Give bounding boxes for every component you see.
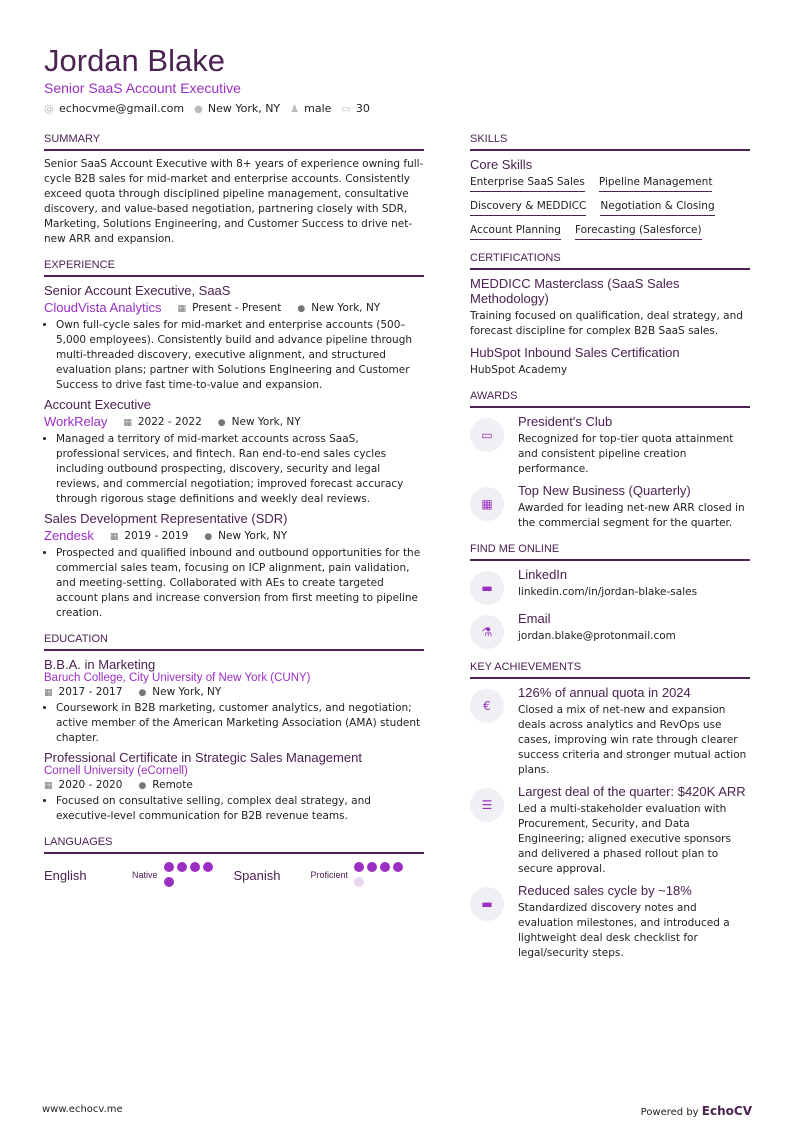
location-icon: ● (138, 781, 147, 791)
calendar-icon: ▦ (109, 531, 119, 542)
online-item (470, 611, 750, 649)
item-title: 126% of annual quota in 2024 (518, 685, 691, 700)
item-text: Led a multi-stakeholder evaluation with Procurement, Security, and Data Engineering; aligned executive sponsors and delivered a phased rollout plan to secure approval. (518, 803, 731, 875)
company: WorkRelay (44, 414, 108, 429)
rating-dot (354, 877, 364, 887)
education-entry (44, 750, 424, 824)
flask-icon: ⚗ (470, 615, 504, 649)
euro-icon: € (470, 689, 504, 723)
calendar-icon: ▭ (341, 104, 351, 115)
rating-dot (380, 862, 390, 872)
language-rating (354, 860, 418, 890)
job-entry (44, 397, 424, 507)
battery-icon: ▬ (470, 887, 504, 921)
location: Remote (152, 779, 193, 791)
calendar-icon: ▦ (44, 688, 53, 698)
job-title: Senior Account Executive, SaaS (44, 283, 231, 298)
header (44, 44, 370, 115)
skills-section (470, 133, 750, 240)
location-icon: ● (194, 104, 203, 115)
powered-by-text: Powered by (640, 1107, 699, 1118)
skill-tag: Account Planning (470, 224, 561, 240)
item-title: Email (518, 611, 551, 626)
item-text: Closed a mix of net-new and expansion deals across analytics and RevOps use cases, improving win rate through clearer success criteria and stronger mutual action plans. (518, 704, 747, 776)
language-rating (164, 860, 228, 890)
rating-dot (177, 862, 187, 872)
certification (470, 276, 750, 339)
education-section (44, 633, 424, 824)
job-bullet: • Managed a territory of mid-market accounts across SaaS, professional services, and fintech. Ran end-to-end sales cycles including outbound prospecting, discovery, security and legal reviews, and commercial negotiation; improved forecast accuracy through rigorous stage definitions and weekly deal reviews. (56, 432, 424, 507)
dates: 2020 - 2020 (58, 779, 123, 791)
rating-dot (190, 862, 200, 872)
achievements-item (470, 883, 750, 961)
location-icon: ● (138, 688, 147, 698)
school: Baruch College, City University of New York (CUNY) (44, 672, 311, 684)
job-bullet: • Own full-cycle sales for mid-market and enterprise accounts (500–5,000 employees). Consistently build and advance pipeline through multi-threaded discovery, executive alignment, and structured evaluation plans; partner with Solutions Engineering and Customer Success to drive fast time-to-value and expansion. (56, 318, 424, 393)
online-item (470, 567, 750, 605)
school: Cornell University (eCornell) (44, 765, 188, 777)
section-heading: CERTIFICATIONS (470, 252, 750, 270)
cert-name: MEDDICC Masterclass (SaaS Sales Methodology) (470, 276, 680, 306)
rating-dot (164, 862, 174, 872)
awards-item (470, 414, 750, 477)
company: Zendesk (44, 528, 94, 543)
calendar-icon: ▭ (470, 418, 504, 452)
item-title: Largest deal of the quarter: $420K ARR (518, 784, 746, 799)
section-heading: EDUCATION (44, 633, 424, 651)
online-section (470, 543, 750, 649)
skill-tag: Enterprise SaaS Sales (470, 176, 585, 192)
language-level: Native (132, 870, 158, 880)
candidate-title: Senior SaaS Account Executive (44, 80, 241, 96)
location: New York, NY (218, 529, 288, 542)
footer-website[interactable]: www.echocv.me (42, 1104, 123, 1115)
education-bullet: • Coursework in B2B marketing, customer analytics, and negotiation; active member of the American Marketing Association (AMA) student chapter. (56, 701, 424, 746)
item-title: Reduced sales cycle by ~18% (518, 883, 692, 898)
job-entry (44, 283, 424, 393)
experience-section (44, 259, 424, 621)
language-level: Proficient (310, 870, 349, 880)
degree: Professional Certificate in Strategic Sales Management (44, 750, 362, 765)
item-title: LinkedIn (518, 567, 568, 582)
footer-powered (641, 1104, 752, 1118)
location: New York, NY (231, 415, 301, 428)
skill-tag: Pipeline Management (599, 176, 713, 192)
item-text: Recognized for top-tier quota attainment and consistent pipeline creation performance. (518, 433, 734, 475)
dates: 2019 - 2019 (124, 529, 189, 542)
cert-desc: HubSpot Academy (470, 364, 568, 376)
skill-tag: Negotiation & Closing (600, 200, 714, 216)
language-name: English (44, 867, 87, 883)
skill-tag: Forecasting (Salesforce) (575, 224, 702, 240)
cert-name: HubSpot Inbound Sales Certification (470, 345, 680, 360)
skill-group-title: Core Skills (470, 157, 533, 172)
section-heading: SKILLS (470, 133, 750, 151)
section-heading: FIND ME ONLINE (470, 543, 750, 561)
gender: male (304, 102, 332, 115)
certification (470, 345, 750, 378)
awards-item (470, 483, 750, 531)
achievements-item (470, 784, 750, 877)
item-title: Top New Business (Quarterly) (518, 483, 691, 498)
dates: 2022 - 2022 (137, 415, 202, 428)
section-heading: AWARDS (470, 390, 750, 408)
calendar-icon: ▦ (44, 781, 53, 791)
item-text[interactable]: jordan.blake@protonmail.com (518, 630, 676, 642)
section-heading: KEY ACHIEVEMENTS (470, 661, 750, 679)
location: New York, NY (207, 102, 281, 115)
rating-dot (393, 862, 403, 872)
summary-text: Senior SaaS Account Executive with 8+ years of experience owning full-cycle B2B sales for mid-market and enterprise accounts. Consistently exceed quota through disciplined pipeline management, consultative discovery, and value-based negotiation, partnering closely with SDR, Marketing, Solutions Engineering, and Customer Success to drive net-new ARR and expansion. (44, 158, 424, 245)
rating-dot (367, 862, 377, 872)
job-title: Account Executive (44, 397, 151, 412)
candidate-name: Jordan Blake (44, 43, 225, 78)
left-column (44, 133, 424, 902)
dates: Present - Present (192, 301, 282, 314)
education-bullet: • Focused on consultative selling, complex deal strategy, and executive-level communication for B2B revenue teams. (56, 794, 424, 824)
summary-section (44, 133, 424, 247)
user-icon: ♟ (290, 104, 300, 115)
email: echocvme@gmail.com (59, 102, 185, 115)
contact-info (44, 102, 370, 115)
item-text: Standardized discovery notes and evaluation milestones, and introduced a lightweight deal desk checklist for legal/security steps. (518, 902, 730, 959)
location-icon: ● (217, 417, 226, 428)
location: New York, NY (311, 301, 381, 314)
location-icon: ● (204, 531, 213, 542)
calendar-icon: ▦ (177, 303, 187, 314)
skill-tag: Discovery & MEDDICC (470, 200, 586, 216)
section-heading: SUMMARY (44, 133, 424, 151)
job-entry (44, 511, 424, 621)
battery-icon: ▬ (470, 571, 504, 605)
age: 30 (355, 102, 370, 115)
section-heading: LANGUAGES (44, 836, 424, 854)
at-icon: @ (44, 104, 54, 115)
item-text[interactable]: linkedin.com/in/jordan-blake-sales (518, 586, 698, 598)
achievements-item (470, 685, 750, 778)
rating-dot (354, 862, 364, 872)
building-icon: ▦ (470, 487, 504, 521)
section-heading: EXPERIENCE (44, 259, 424, 277)
location-icon: ● (297, 303, 306, 314)
job-title: Sales Development Representative (SDR) (44, 511, 288, 526)
company: CloudVista Analytics (44, 300, 162, 315)
certifications-section (470, 252, 750, 378)
achievements-section (470, 661, 750, 961)
education-entry (44, 657, 424, 746)
item-title: President's Club (518, 414, 613, 429)
awards-section (470, 390, 750, 531)
rating-dot (164, 877, 174, 887)
location: New York, NY (152, 686, 222, 698)
languages-section (44, 836, 424, 890)
sliders-icon: ☰ (470, 788, 504, 822)
job-bullet: • Prospected and qualified inbound and outbound opportunities for the commercial sales team, focusing on ICP alignment, pain validation, and meeting-setting. Collaborated with AEs to create targeted account plans and increase conversion from first meeting to pipeline creation. (56, 546, 424, 621)
language-name: Spanish (233, 867, 281, 883)
rating-dot (203, 862, 213, 872)
cert-desc: Training focused on qualification, deal strategy, and forecast discipline for complex B2B SaaS sales. (470, 310, 743, 337)
item-text: Awarded for leading net-new ARR closed in the commercial segment for the quarter. (518, 502, 745, 529)
calendar-icon: ▦ (123, 417, 132, 428)
degree: B.B.A. in Marketing (44, 657, 156, 672)
brand-logo: EchoCV (701, 1104, 752, 1118)
dates: 2017 - 2017 (58, 686, 123, 698)
right-column (470, 133, 750, 973)
